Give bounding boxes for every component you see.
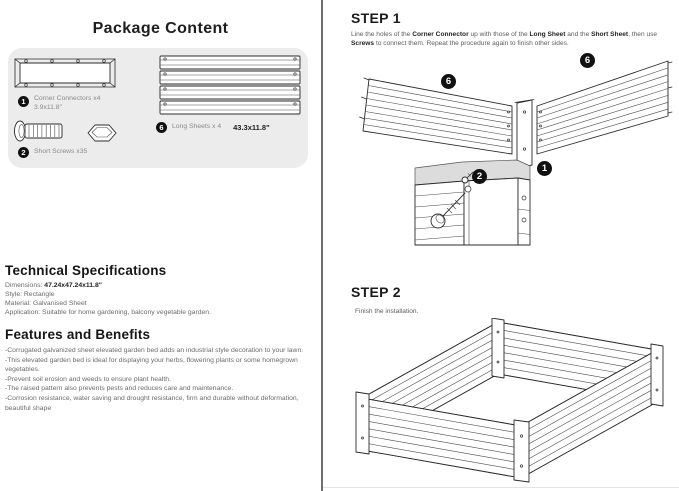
step2-assembled-bed-drawing: [345, 318, 675, 486]
step1-instruction: Line the holes of the Corner Connector up with those of the Long Sheet and the Short Sheet, then use Screws to connect them. Repeat the procedure again to finish other sides.: [351, 31, 658, 47]
feature-bullet: -Corrugated galvanized sheet elevated garden bed adds an industrial style decoration to your lawn.: [5, 347, 304, 354]
corner-post-back: [492, 318, 504, 378]
item-label: Corner Connectors x4: [34, 95, 101, 102]
technical-specifications-section: [5, 263, 315, 317]
corner-post-front: [514, 420, 529, 482]
item-number-badge: 6: [156, 122, 167, 133]
right-long-sheet: [537, 61, 672, 154]
spec-row-application: Application: Suitable for home gardening, balcony vegetable garden.: [5, 309, 211, 316]
callout-corner-connector: 1: [537, 161, 552, 176]
spec-row-dimensions: Dimensions: 47.24x47.24x11.8": [5, 282, 102, 289]
long-sheets-drawing: [156, 54, 304, 118]
tech-specs-title: Technical Specifications: [5, 263, 167, 278]
step1-title: STEP 1: [351, 10, 401, 26]
package-content-box: [8, 48, 308, 168]
hex-nut-drawing: [84, 122, 120, 144]
item-label: Long Sheets x 4: [172, 122, 222, 130]
corner-post-left: [356, 392, 369, 454]
callout-long-sheet-left: 6: [441, 74, 456, 89]
bottom-rule: [323, 487, 679, 488]
package-content-title: Package Content: [92, 20, 229, 37]
callout-screw: 2: [472, 169, 487, 184]
package-item-short-screws: [18, 146, 153, 158]
column-divider: [321, 0, 323, 491]
package-item-long-sheets: [156, 121, 270, 133]
item-dimensions: 43.3x11.8": [233, 122, 270, 132]
item-label: Short Screws x35: [34, 148, 88, 155]
item-dimensions: 3.9x11.8": [34, 103, 62, 111]
feature-bullet: -Corrosion resistance, water saving and drought resistance, firm and durable without deformation, beautiful shape: [5, 394, 299, 412]
item-number-badge: 1: [18, 96, 29, 107]
corner-connector-drawing: [12, 54, 118, 92]
spec-row-style: Style: Rectangle: [5, 291, 55, 298]
feature-bullet: -This elevated garden bed is ideal for displaying your herbs, flowering plants or some homegrown vegetables.: [5, 356, 298, 374]
corner-connector-post: [515, 100, 534, 169]
step2-title: STEP 2: [351, 284, 401, 300]
features-benefits-section: [5, 327, 317, 413]
item-number-badge: 2: [18, 147, 29, 158]
step2-instruction: Finish the installation.: [355, 308, 419, 315]
feature-bullet: -The raised pattern also prevents pests and reduces care and maintenance.: [5, 385, 234, 393]
feature-bullet: -Prevent soil erosion and weeds to ensure plant health.: [5, 375, 171, 383]
features-title: Features and Benefits: [5, 327, 151, 342]
package-item-corner-connectors: [18, 95, 153, 112]
step1-assembly-drawing: [352, 52, 679, 252]
left-long-sheet: [360, 78, 513, 154]
corner-post-right: [651, 344, 663, 406]
spec-row-material: Material: Galvanised Sheet: [5, 300, 87, 307]
screw-drawing: [12, 118, 70, 144]
callout-long-sheet-right: 6: [580, 53, 595, 68]
